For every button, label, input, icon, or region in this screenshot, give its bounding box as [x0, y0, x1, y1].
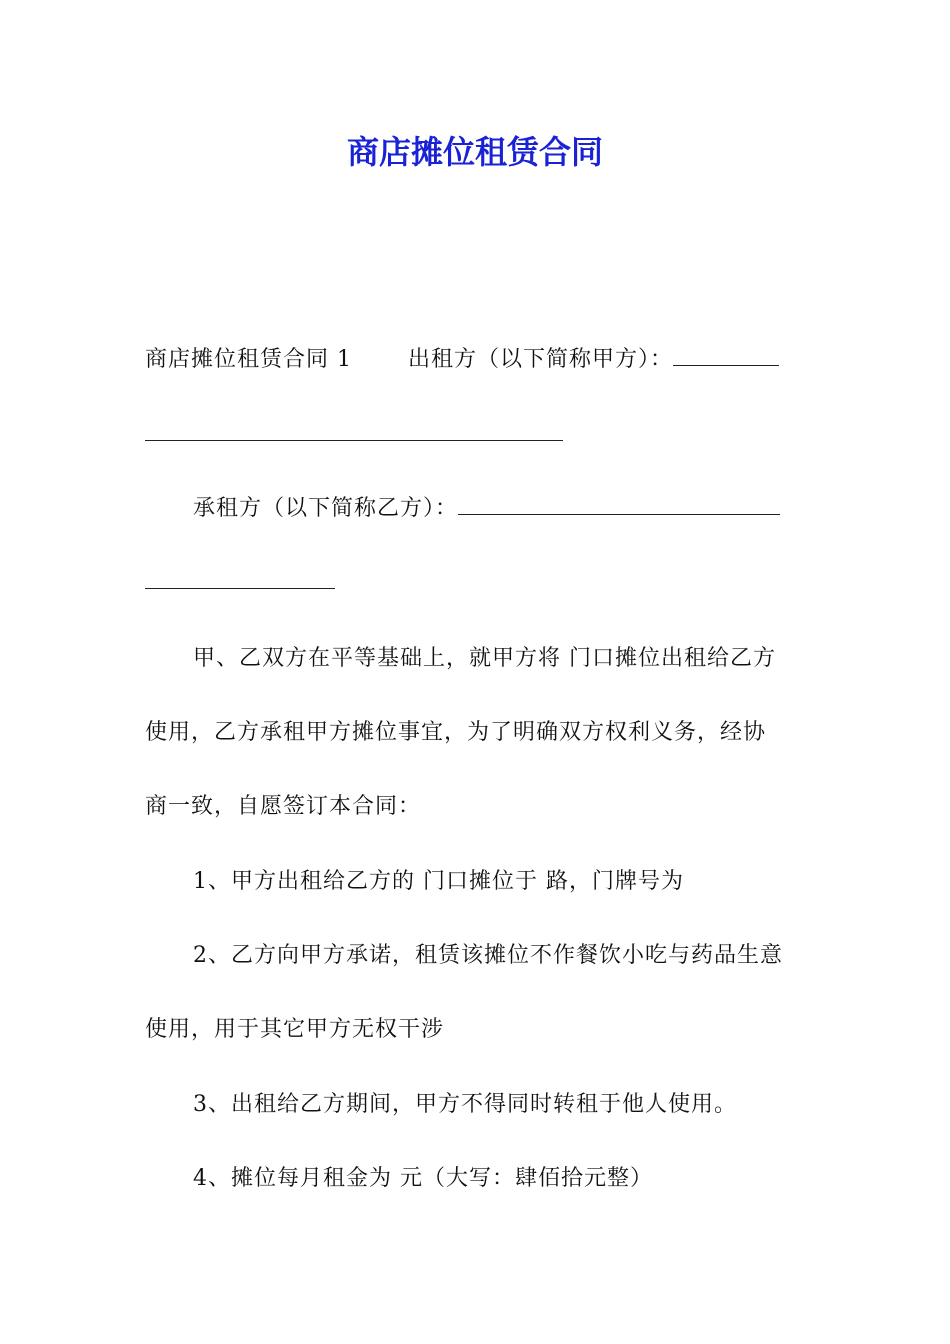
lessor-continuation-line — [145, 418, 563, 452]
lessee-name-blank — [458, 498, 780, 515]
intro-paragraph-line-1: 甲、乙双方在平等基础上，就甲方将 门口摊位出租给乙方 — [193, 646, 776, 671]
clause-3: 3、出租给乙方期间，甲方不得同时转租于他人使用。 — [193, 1092, 737, 1117]
clause-2-line-2: 使用，用于其它甲方无权干涉 — [145, 1017, 445, 1042]
lessor-line — [145, 343, 779, 377]
lessee-line — [193, 492, 780, 526]
intro-paragraph-line-2: 使用，乙方承租甲方摊位事宜，为了明确双方权利义务，经协 — [145, 720, 767, 745]
lessor-name-blank-continued — [145, 424, 563, 441]
lessor-label: 出租方（以下简称甲方）： — [408, 347, 674, 372]
clause-2-line-1: 2、乙方向甲方承诺，租赁该摊位不作餐饮小吃与药品生意 — [193, 943, 783, 968]
clause-4: 4、摊位每月租金为 元（大写：肆佰拾元整） — [193, 1166, 653, 1191]
document-title: 商店摊位租赁合同 — [346, 133, 603, 171]
contract-heading-label: 商店摊位租赁合同 1 — [145, 347, 352, 372]
lessee-label: 承租方（以下简称乙方）： — [193, 496, 459, 521]
lessor-name-blank — [673, 349, 779, 366]
clause-1: 1、甲方出租给乙方的 门口摊位于 路，门牌号为 — [193, 869, 684, 894]
lessee-name-blank-continued — [145, 572, 335, 589]
lessee-continuation-line — [145, 566, 335, 600]
intro-paragraph-line-3: 商一致，自愿签订本合同： — [145, 794, 422, 819]
